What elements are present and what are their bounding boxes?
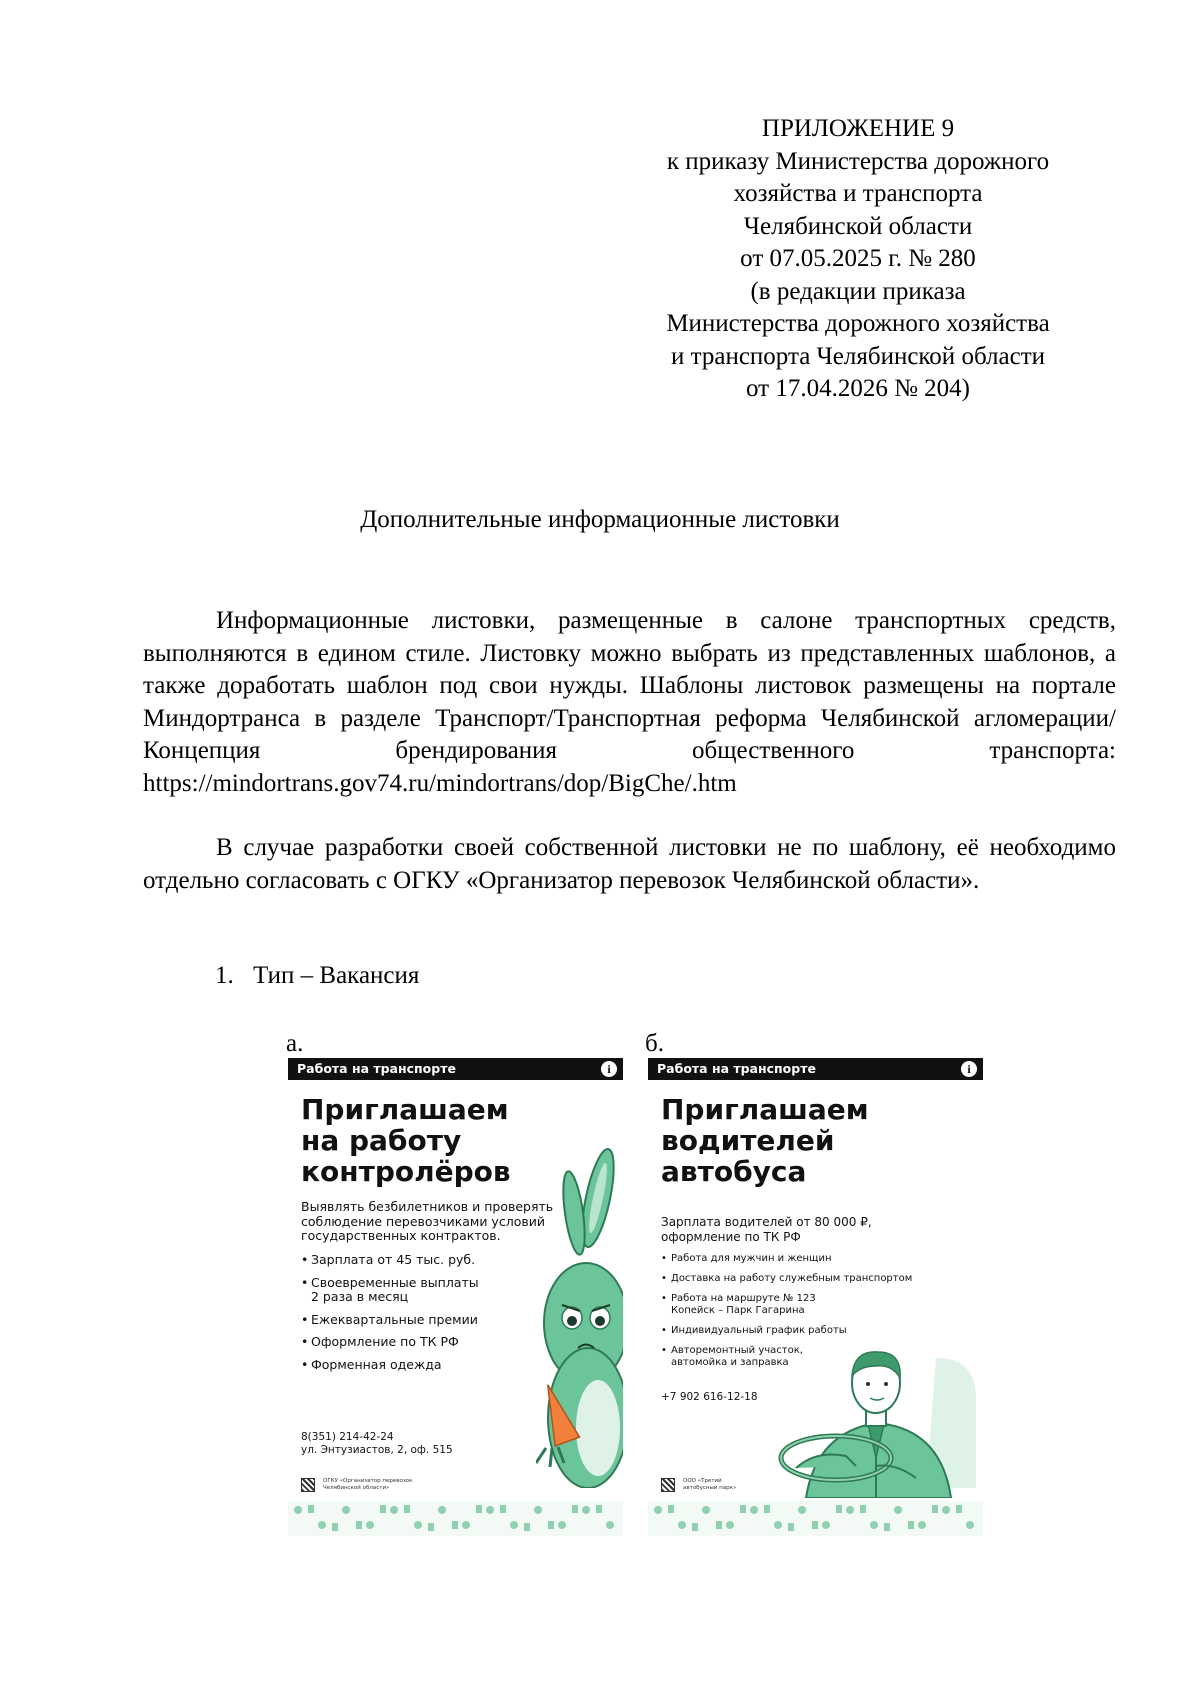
figure-label-a: а. [286, 1030, 304, 1057]
info-icon: i [961, 1061, 977, 1077]
header-line: хозяйства и транспорта [733, 180, 983, 207]
ornament-pattern-icon [288, 1501, 623, 1536]
poster-contacts [661, 1391, 758, 1404]
poster-lead: Выявлять безбилетников и проверять соблюдение перевозчиками условий государственных контрактов. [301, 1199, 554, 1243]
appendix-header [620, 113, 1096, 406]
header-line: от 17.04.2026 № 204) [745, 375, 971, 402]
poster-phone: 8(351) 214-42-24 [301, 1431, 394, 1443]
bus-driver-illustration-icon [776, 1338, 981, 1498]
headline-line: водителей [661, 1124, 835, 1157]
poster-org [301, 1478, 412, 1492]
poster-org [661, 1478, 736, 1492]
org-name: ООО «Третий автобусный парк» [683, 1478, 737, 1491]
bullet-item: • Зарплата от 45 тыс. руб. [301, 1253, 479, 1268]
list-item-vacancy [215, 960, 419, 992]
header-line: Министерства дорожного хозяйства [666, 310, 1050, 337]
list-number: 1. [215, 962, 234, 989]
list-text: Тип – Вакансия [253, 962, 420, 989]
poster-contacts [301, 1431, 453, 1457]
org-logo-icon [661, 1478, 675, 1492]
header-line: Челябинской области [743, 212, 973, 240]
paragraph-templates [143, 605, 1116, 800]
header-line: от 07.05.2025 г. № 280 [740, 245, 976, 272]
headline-line: автобуса [661, 1155, 807, 1188]
bullet-item: • Ежеквартальные премии [301, 1313, 479, 1328]
poster-bar [648, 1058, 983, 1080]
rabbit-illustration-icon [536, 1143, 623, 1488]
poster-headline [661, 1094, 869, 1187]
bullet-item: • Доставка на работу служебным транспортом [661, 1273, 912, 1285]
bullet-item: • Форменная одежда [301, 1358, 479, 1373]
header-line: ПРИЛОЖЕНИЕ 9 [761, 115, 955, 142]
info-icon: i [601, 1061, 617, 1077]
header-line: (в редакции приказа [750, 277, 966, 305]
poster-bullets [301, 1253, 479, 1380]
bullet-item: • Авторемонтный участок, автомойка и заправка [661, 1345, 912, 1369]
poster-bar-text: Работа на транспорте [297, 1061, 456, 1076]
paragraph-text: Информационные листовки, размещенные в салоне транспортных средств, выполняются в едином стиле. Листовку можно выбрать из представленных шаблонов, а также доработать шаблон под свои нужды. Шаблоны листовок размещены на портале Миндортранса в разделе Транспорт/Транспортная реформа Челябинской агломерации/Концепция брендирования общественного транспорта: [143, 607, 1116, 764]
poster-bar [288, 1058, 623, 1080]
poster-drivers [648, 1058, 983, 1536]
org-name: ОГКУ «Организатор перевозок Челябинской области» [323, 1478, 413, 1491]
bullet-item: • Своевременные выплаты 2 раза в месяц [301, 1276, 479, 1305]
paragraph-approval: В случае разработки своей собственной листовки не по шаблону, её необходимо отдельно согласовать с ОГКУ «Организатор перевозок Челябинской области». [143, 834, 1116, 894]
header-line: к приказу Министерства дорожного [666, 147, 1050, 175]
header-line: и транспорта Челябинской области [670, 342, 1046, 370]
bullet-item: • Оформление по ТК РФ [301, 1335, 479, 1350]
poster-phone: +7 902 616-12-18 [661, 1391, 758, 1403]
poster-headline [301, 1094, 511, 1187]
org-logo-icon [301, 1478, 315, 1492]
poster-bar-text: Работа на транспорте [657, 1061, 816, 1076]
poster-lead: Зарплата водителей от 80 000 ₽, оформление по ТК РФ [661, 1215, 872, 1244]
portal-url: https://mindortrans.gov74.ru/mindortrans/dop/BigChe/.htm [143, 769, 737, 797]
document-title: Дополнительные информационные листовки [360, 506, 840, 533]
bullet-item: • Работа для мужчин и женщин [661, 1253, 912, 1265]
poster-address: ул. Энтузиастов, 2, оф. 515 [301, 1444, 453, 1456]
headline-line: Приглашаем [301, 1093, 509, 1126]
headline-line: контролёров [301, 1155, 511, 1188]
bullet-item: • Индивидуальный график работы [661, 1325, 912, 1337]
figure-label-b: б. [645, 1030, 664, 1057]
headline-line: на работу [301, 1124, 462, 1157]
headline-line: Приглашаем [661, 1093, 869, 1126]
ornament-pattern-icon [648, 1501, 983, 1536]
bullet-item: • Работа на маршруте № 123 Копейск – Парк Гагарина [661, 1293, 912, 1317]
poster-controllers [288, 1058, 623, 1536]
